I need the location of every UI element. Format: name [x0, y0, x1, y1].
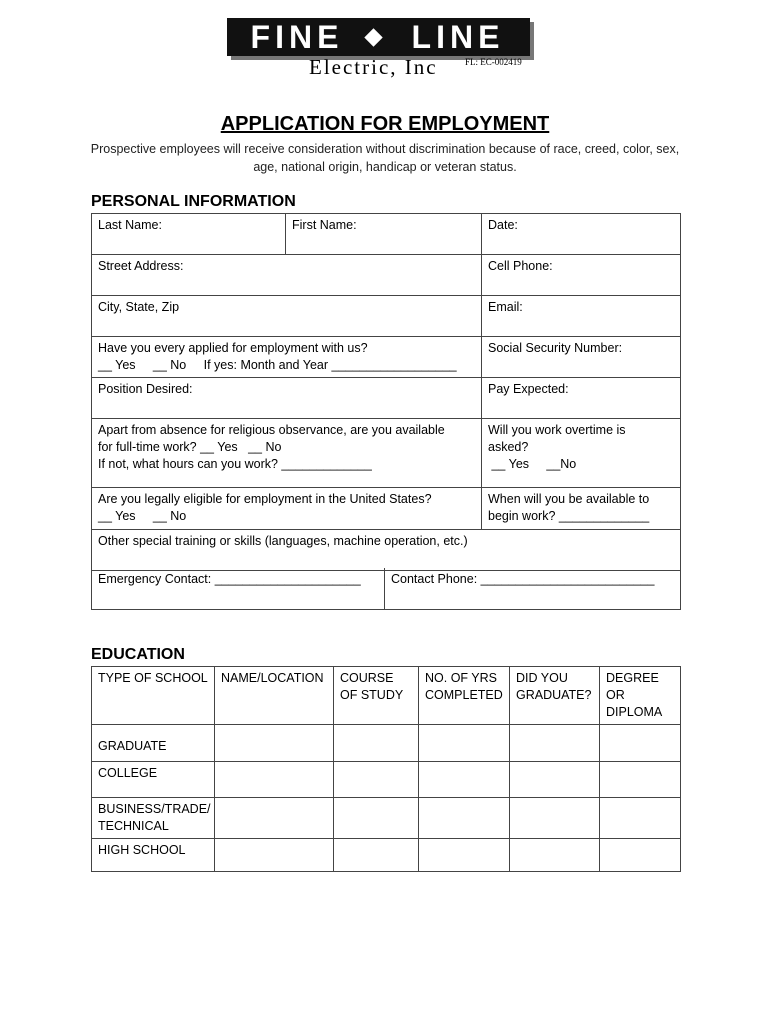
- city-state-zip-field[interactable]: [92, 296, 482, 337]
- fulltime-options: for full-time work? __ Yes __ No: [98, 440, 282, 454]
- applied-before-options: __ Yes __ No If yes: Month and Year __________________: [98, 358, 457, 372]
- business-graduated-cell[interactable]: [510, 798, 600, 839]
- city-state-zip-label: City, State, Zip: [98, 300, 180, 314]
- header-years-completed: NO. OF YRS COMPLETED: [419, 667, 510, 725]
- start-date-blank: begin work? _____________: [488, 509, 650, 523]
- header-course-of-study: COURSE OF STUDY: [334, 667, 419, 725]
- overtime-options: __ Yes __No: [488, 457, 577, 471]
- position-desired-field[interactable]: [92, 378, 482, 419]
- applied-before-question: Have you every applied for employment with us?: [98, 341, 368, 355]
- emergency-contact-label: Emergency Contact: _____________________: [98, 572, 361, 586]
- row-graduate-label: GRADUATE: [92, 725, 215, 762]
- contact-phone-label: Contact Phone: _________________________: [391, 572, 655, 586]
- applied-before-field[interactable]: [92, 337, 482, 378]
- overtime-question-line2: asked?: [488, 440, 529, 454]
- fulltime-question: Apart from absence for religious observance, are you available: [98, 423, 445, 437]
- highschool-name-cell[interactable]: [215, 839, 334, 872]
- last-name-label: Last Name:: [98, 218, 162, 232]
- contact-phone-field[interactable]: [385, 568, 681, 609]
- special-training-field[interactable]: [92, 530, 681, 571]
- highschool-graduated-cell[interactable]: [510, 839, 600, 872]
- date-field[interactable]: [482, 214, 681, 255]
- graduate-course-cell[interactable]: [334, 725, 419, 762]
- disclaimer-text: Prospective employees will receive consideration without discrimination because of race, creed, color, sex, age, national origin, handicap or veteran status.: [90, 142, 680, 174]
- start-date-question: When will you be available to: [488, 492, 650, 506]
- education-heading: EDUCATION: [91, 646, 185, 663]
- eligibility-field[interactable]: [92, 488, 482, 530]
- street-address-field[interactable]: [92, 255, 482, 296]
- header-degree: DEGREE OR DIPLOMA: [600, 667, 681, 725]
- education-table: [91, 666, 681, 872]
- header-name-location: NAME/LOCATION: [215, 667, 334, 725]
- graduate-name-cell[interactable]: [215, 725, 334, 762]
- overtime-field[interactable]: [482, 419, 681, 488]
- eligibility-question: Are you legally eligible for employment in the United States?: [98, 492, 432, 506]
- row-high-school-label: HIGH SCHOOL: [92, 839, 215, 872]
- college-graduated-cell[interactable]: [510, 762, 600, 798]
- license-number: FL: EC-002419: [465, 57, 522, 67]
- personal-info-heading: PERSONAL INFORMATION: [91, 193, 296, 210]
- first-name-field[interactable]: [286, 214, 482, 255]
- fulltime-availability-field[interactable]: [92, 419, 482, 488]
- company-logo: [227, 18, 547, 80]
- page-title: [0, 113, 770, 136]
- graduate-graduated-cell[interactable]: [510, 725, 600, 762]
- business-course-cell[interactable]: [334, 798, 419, 839]
- graduate-years-cell[interactable]: [419, 725, 510, 762]
- hours-question: If not, what hours can you work? _____________: [98, 457, 372, 471]
- college-years-cell[interactable]: [419, 762, 510, 798]
- row-business-trade-label: BUSINESS/TRADE/ TECHNICAL: [92, 798, 215, 839]
- eligibility-options: __ Yes __ No: [98, 509, 187, 523]
- emergency-contact-field[interactable]: [92, 568, 385, 609]
- page-title-text: APPLICATION FOR EMPLOYMENT: [220, 113, 550, 135]
- position-desired-label: Position Desired:: [98, 382, 193, 396]
- highschool-course-cell[interactable]: [334, 839, 419, 872]
- header-graduated: DID YOU GRADUATE?: [510, 667, 600, 725]
- logo-subtitle: Electric, Inc: [309, 55, 438, 79]
- street-address-label: Street Address:: [98, 259, 184, 273]
- highschool-degree-cell[interactable]: [600, 839, 681, 872]
- header-type-of-school: TYPE OF SCHOOL: [92, 667, 215, 725]
- business-degree-cell[interactable]: [600, 798, 681, 839]
- business-years-cell[interactable]: [419, 798, 510, 839]
- row-college-label: COLLEGE: [92, 762, 215, 798]
- last-name-field[interactable]: [92, 214, 286, 255]
- ssn-field[interactable]: [482, 337, 681, 378]
- pay-expected-label: Pay Expected:: [488, 382, 569, 396]
- pay-expected-field[interactable]: [482, 378, 681, 419]
- emergency-contact-table: [91, 568, 681, 610]
- cell-phone-field[interactable]: [482, 255, 681, 296]
- college-name-cell[interactable]: [215, 762, 334, 798]
- email-label: Email:: [488, 300, 523, 314]
- logo-word-line: LINE: [411, 19, 505, 55]
- first-name-label: First Name:: [292, 218, 357, 232]
- ssn-label: Social Security Number:: [488, 341, 623, 355]
- cell-phone-label: Cell Phone:: [488, 259, 553, 273]
- graduate-degree-cell[interactable]: [600, 725, 681, 762]
- special-training-label: Other special training or skills (languages, machine operation, etc.): [98, 534, 468, 548]
- personal-info-table: [91, 213, 681, 571]
- college-degree-cell[interactable]: [600, 762, 681, 798]
- date-label: Date:: [488, 218, 518, 232]
- start-date-field[interactable]: [482, 488, 681, 530]
- college-course-cell[interactable]: [334, 762, 419, 798]
- logo-word-fine: FINE: [250, 19, 344, 55]
- business-name-cell[interactable]: [215, 798, 334, 839]
- highschool-years-cell[interactable]: [419, 839, 510, 872]
- overtime-question-line1: Will you work overtime is: [488, 423, 626, 437]
- email-field[interactable]: [482, 296, 681, 337]
